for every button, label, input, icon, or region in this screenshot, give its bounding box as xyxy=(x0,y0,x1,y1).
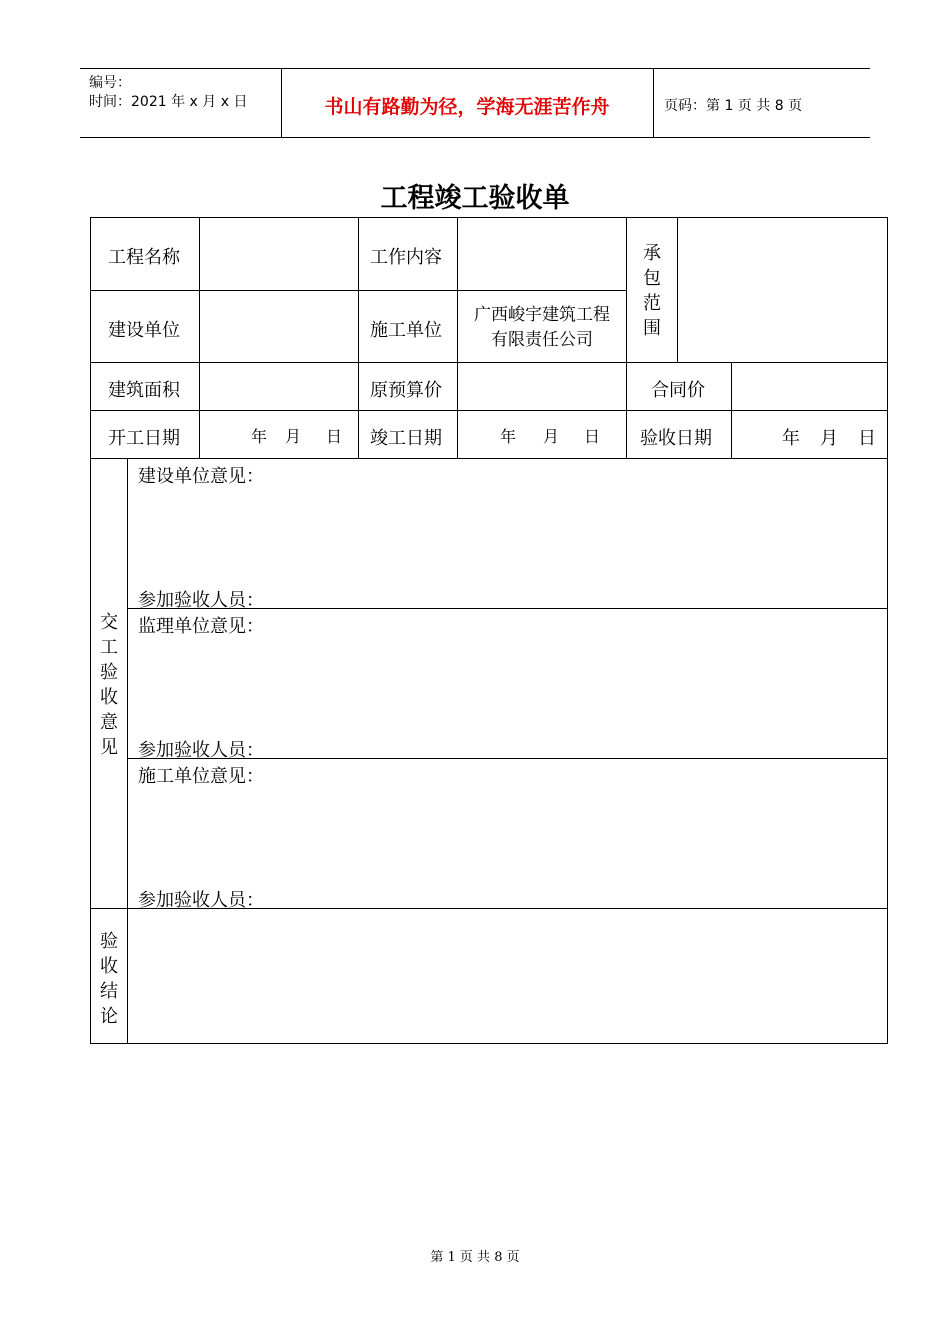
col-divider-4 xyxy=(626,217,627,459)
builder-participants-label: 参加验收人员： xyxy=(138,590,264,611)
builder-opinion-label: 建设单位意见： xyxy=(138,466,264,487)
completion-date-label: 竣工日期 xyxy=(370,428,442,449)
handover-opinion-label: 交工验收意见 xyxy=(100,612,118,758)
completion-date-day[interactable]: 日 xyxy=(584,427,601,446)
building-area-label: 建筑面积 xyxy=(108,380,180,401)
page-title: 工程竣工验收单 xyxy=(380,183,570,214)
completion-date-year[interactable]: 年 xyxy=(500,427,517,446)
start-date-month[interactable]: 月 xyxy=(285,427,302,446)
work-content-label: 工作内容 xyxy=(370,247,442,268)
supervisor-participants-label: 参加验收人员： xyxy=(138,740,264,761)
start-date-label: 开工日期 xyxy=(108,428,180,449)
completion-date-month[interactable]: 月 xyxy=(543,427,560,446)
col-divider-5 xyxy=(677,217,678,363)
builder-unit-label: 建设单位 xyxy=(108,320,180,341)
col-divider-2 xyxy=(358,217,359,459)
conclusion-label: 验收结论 xyxy=(100,931,118,1027)
header-page-info: 页码：第 1 页 共 8 页 xyxy=(664,98,803,114)
supervisor-opinion-label: 监理单位意见： xyxy=(138,616,264,637)
col-divider-6 xyxy=(731,362,732,459)
acceptance-date-month[interactable]: 月 xyxy=(820,428,838,449)
constructor-opinion-label: 施工单位意见： xyxy=(138,766,264,787)
budget-label: 原预算价 xyxy=(370,380,442,401)
form-border-bottom xyxy=(90,1043,888,1044)
constructor-participants-label: 参加验收人员： xyxy=(138,890,264,911)
col-divider-1 xyxy=(199,217,200,459)
page-footer: 第 1 页 共 8 页 xyxy=(430,1250,520,1265)
header-motto: 书山有路勤为径，学海无涯苦作舟 xyxy=(324,96,610,118)
contract-price-label: 合同价 xyxy=(651,380,705,401)
construction-unit-label: 施工单位 xyxy=(370,320,442,341)
acceptance-date-label: 验收日期 xyxy=(640,428,712,449)
start-date-day[interactable]: 日 xyxy=(326,427,343,446)
col-divider-7 xyxy=(127,458,128,1044)
start-date-year[interactable]: 年 xyxy=(251,427,268,446)
project-name-label: 工程名称 xyxy=(108,247,180,268)
row-divider-3 xyxy=(90,410,888,411)
contract-scope-label: 承包范围 xyxy=(643,243,661,339)
form-border-top xyxy=(90,217,888,218)
acceptance-date-year[interactable]: 年 xyxy=(782,428,800,449)
document-number-label: 编号： xyxy=(89,75,131,91)
row-divider-2 xyxy=(90,362,888,363)
document-time-label: 时间：2021 年 x 月 x 日 xyxy=(89,94,248,110)
form-border-right xyxy=(887,217,888,1044)
col-divider-3 xyxy=(457,217,458,459)
acceptance-date-day[interactable]: 日 xyxy=(858,428,876,449)
row-divider-4 xyxy=(90,458,888,459)
construction-unit-field[interactable]: 广西峻宇建筑工程有限责任公司 xyxy=(474,305,610,350)
form-border-left xyxy=(90,217,91,1044)
